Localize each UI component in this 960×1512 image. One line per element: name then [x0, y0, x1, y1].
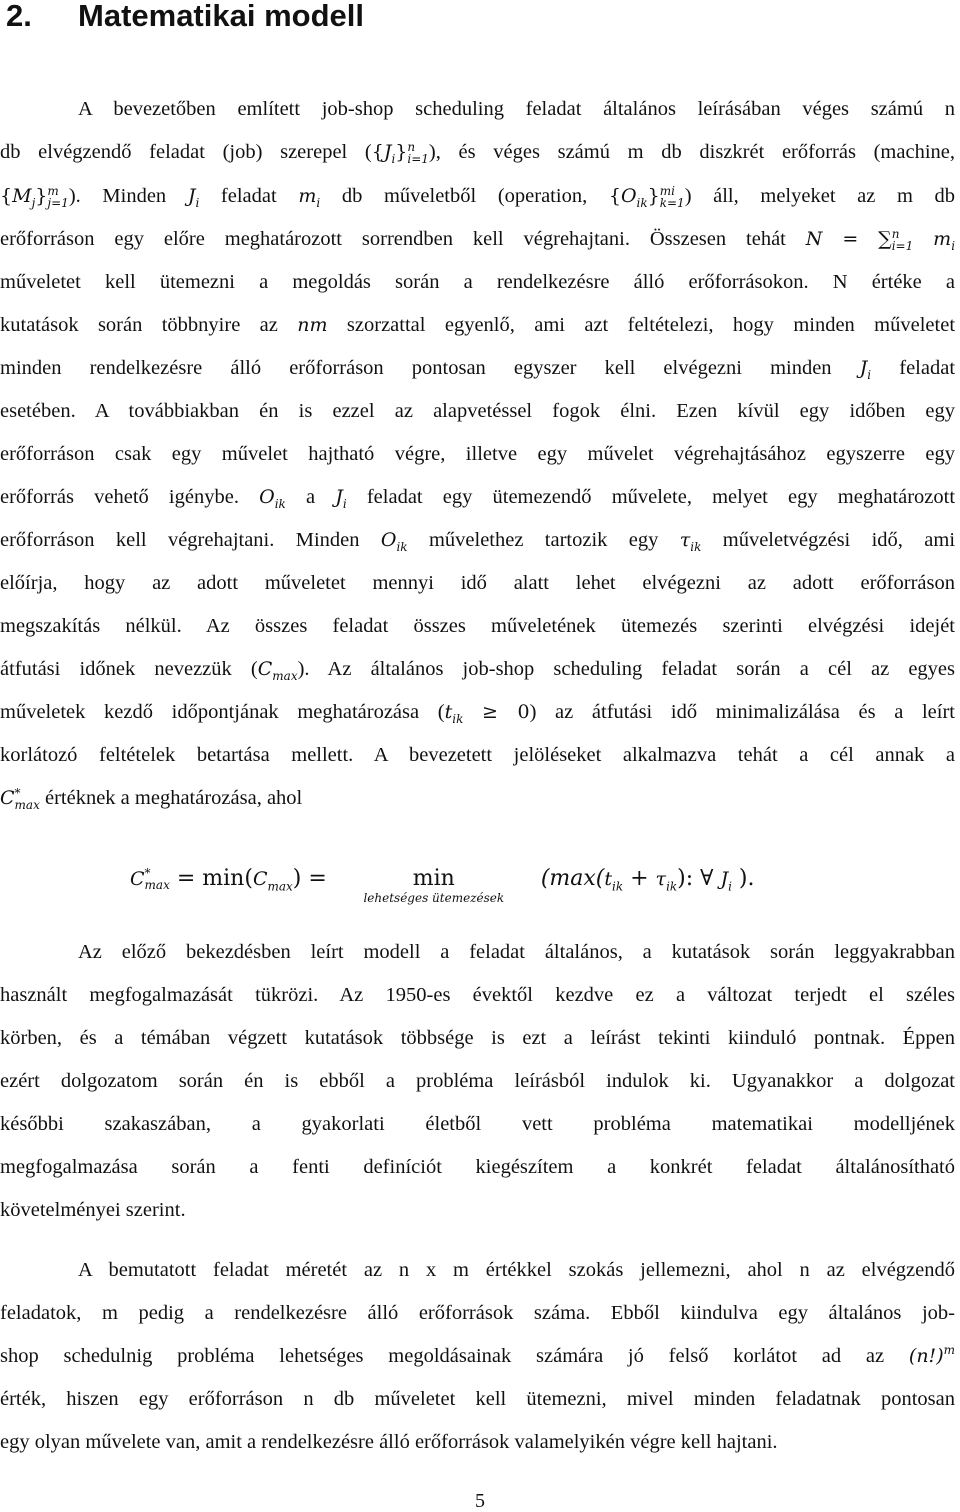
paragraph-1-line-9: erőforráson csak egy művelet hajtható végre, illetve egy művelet végrehajtásához egyszerre egy: [0, 443, 955, 465]
paragraph-3-line-4: érték, hiszen egy erőforráson n db műveletet kell ütemezni, mivel minden feladatnak pontosan: [0, 1388, 955, 1410]
paragraph-3-line-2: feladatok, m pedig a rendelkezésre álló erőforrások száma. Ebből kiindulva egy általános job-: [0, 1302, 955, 1324]
paragraph-2-line-5: későbbi szakaszában, a gyakorlati életből vett probléma matematikai modelljének: [0, 1113, 955, 1135]
paragraph-1-line-8: esetében. A továbbiakban én is ezzel az alapvetéssel fogok élni. Ezen kívül egy időben egy: [0, 400, 955, 422]
paragraph-1-line-7: minden rendelkezésre álló erőforráson pontosan egyszer kell elvégezni minden $J_i$ feladat: [0, 357, 956, 383]
paragraph-3-line-1: A bemutatott feladat méretét az n x m értékkel szokás jellemezni, ahol n az elvégzendő: [78, 1259, 955, 1281]
paragraph-2-line-7: követelményei szerint.: [0, 1199, 186, 1221]
paragraph-3-line-3: shop schedulnig probléma lehetséges megoldásainak számára jó felső korlátot ad az $(n!)^m$: [0, 1343, 955, 1367]
paragraph-1-line-5: műveletet kell ütemezni a megoldás során a rendelkezésre álló erőforrásokon. N értéke a: [0, 271, 955, 293]
paragraph-1-line-12: előírja, hogy az adott műveletet mennyi idő alatt lehet elvégezni az adott erőforráson: [0, 572, 955, 594]
section-title: Matematikai modell: [78, 0, 364, 33]
min-operator: min lehetséges ütemezések: [363, 866, 505, 905]
paragraph-1-line-6: kutatások során többnyire az nm szorzattal egyenlő, ami azt feltételezi, hogy minden műveletet: [0, 314, 956, 336]
page-number: 5: [475, 1490, 485, 1512]
paragraph-1-line-15: műveletek kezdő időpontjának meghatározása $(t_{ik} \ge 0)$ az átfutási idő minimalizálása és a leírt: [0, 701, 955, 727]
paragraph-1-line-4: erőforráson egy előre meghatározott sorrendben kell végrehajtani. Összesen tehát N = ∑ n i=1 $m_i$: [0, 227, 956, 254]
paragraph-1-line-11: erőforráson kell végrehajtani. Minden $O_{ik}$ művelethez tartozik egy $\tau_{ik}$ műveletvégzési idő, ami: [0, 529, 956, 555]
paragraph-2-line-4: ezért dolgozatom során én is ebből a probléma leírásból indulok ki. Ugyanakkor a dolgozat: [0, 1070, 955, 1092]
paragraph-1-line-13: megszakítás nélkül. Az összes feladat összes műveletének ütemezés szerinti elvégzési idejét: [0, 615, 955, 637]
paragraph-1-line-1: A bevezetőben említett job-shop scheduling feladat általános leírásában véges számú n: [78, 98, 955, 120]
objective-formula: C * max = $\min(C_{max})$ = min lehetséges ütemezések ($\max(t_{ik} + \tau_{ik})$: ∀ $J_i$ ).: [130, 866, 755, 905]
paragraph-1-line-10: erőforrás vehető igénybe. $O_{ik}$ a $J_i$ feladat egy ütemezendő művelete, melyet egy meghatározott: [0, 486, 956, 512]
paragraph-2-line-2: használt megfogalmazását tükrözi. Az 1950-es évektől kezdve ez a változat terjedt el széles: [0, 984, 955, 1006]
paragraph-3-line-5: egy olyan művelete van, amit a rendelkezésre álló erőforrások valamelyikén végre kell hajtani.: [0, 1431, 778, 1453]
paragraph-2-line-1: Az előző bekezdésben leírt modell a feladat általános, a kutatások során leggyakrabban: [78, 941, 955, 963]
paragraph-1-line-2: db elvégzendő feladat (job) szerepel ($\{J_i\}$ n i=1 ), és véges számú m db diszkrét erőforrás (machine,: [0, 140, 955, 167]
paragraph-1-line-16: korlátozó feltételek betartása mellett. A bevezetett jelöléseket alkalmazva tehát a cél annak a: [0, 744, 955, 766]
section-number: 2.: [6, 0, 32, 33]
paragraph-1-line-3: $\{M_j\}$ m j=1 ). Minden $J_i$ feladat $m_i$ db műveletből (operation, $\{O_{ik}\}$ mi k=1 ) áll, melyeket az m db: [0, 184, 956, 211]
paragraph-2-line-6: megfogalmazása során a fenti definíciót kiegészítem a konkrét feladat általánosítható: [0, 1156, 955, 1178]
paragraph-2-line-3: körben, és a témában végzett kutatások többsége is ezt a leírást tekinti kiinduló pontnak. Éppen: [0, 1027, 955, 1049]
paragraph-1-line-17: C * max értéknek a meghatározása, ahol: [0, 786, 303, 813]
paragraph-1-line-14: átfutási időnek nevezzük $(C_{max})$. Az általános job-shop scheduling feladat során a cél az egyes: [0, 658, 956, 684]
section-heading: [6, 0, 364, 38]
